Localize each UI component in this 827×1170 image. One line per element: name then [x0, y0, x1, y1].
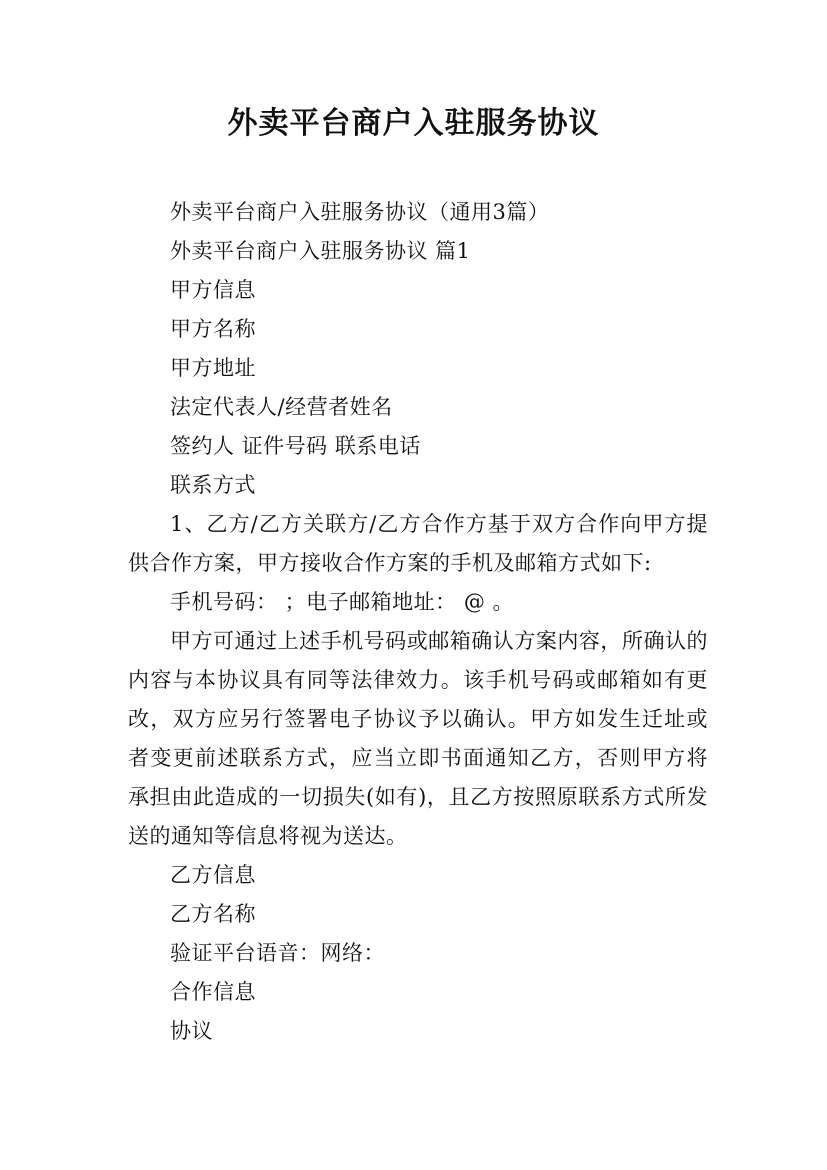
paragraph-agreement: 协议 [170, 1019, 213, 1043]
paragraph-legal-representative: 法定代表人/经营者姓名 [170, 395, 393, 419]
paragraph-party-b-name: 乙方名称 [170, 902, 256, 926]
paragraph-phone-email: 手机号码： ；电子邮箱地址： @ 。 [170, 590, 515, 614]
paragraph-cooperation-info: 合作信息 [170, 980, 256, 1004]
paragraph-confirmation-terms: 甲方可通过上述手机号码或邮箱确认方案内容，所确认的内容与本协议具有同等法律效力。该手机号码或邮箱如有更改，双方应另行签署电子协议予以确认。甲方如发生迁址或者变更前述联系方式，应当立即书面通知乙方，否则甲方将承担由此造成的一切损失(如有)，且乙方按照原联系方式所发送的通知等信息将视为送达。 [128, 629, 708, 848]
paragraph-party-a-info: 甲方信息 [170, 278, 256, 302]
paragraph-party-a-address: 甲方地址 [170, 356, 256, 380]
paragraph-clause-1: 1、乙方/乙方关联方/乙方合作方基于双方合作向甲方提供合作方案，甲方接收合作方案的手机及邮箱方式如下: [128, 512, 708, 575]
paragraph-subtitle: 外卖平台商户入驻服务协议（通用3篇） [170, 200, 550, 224]
paragraph-section-heading: 外卖平台商户入驻服务协议 篇1 [170, 239, 471, 263]
paragraph-signatory: 签约人 证件号码 联系电话 [170, 434, 421, 458]
document-body [128, 193, 708, 1051]
paragraph-contact-method: 联系方式 [170, 473, 256, 497]
paragraph-party-a-name: 甲方名称 [170, 317, 256, 341]
document-title: 外卖平台商户入驻服务协议 [227, 106, 600, 141]
paragraph-party-b-info: 乙方信息 [170, 863, 256, 887]
paragraph-verification-platform: 验证平台语音：网络： [170, 941, 385, 965]
